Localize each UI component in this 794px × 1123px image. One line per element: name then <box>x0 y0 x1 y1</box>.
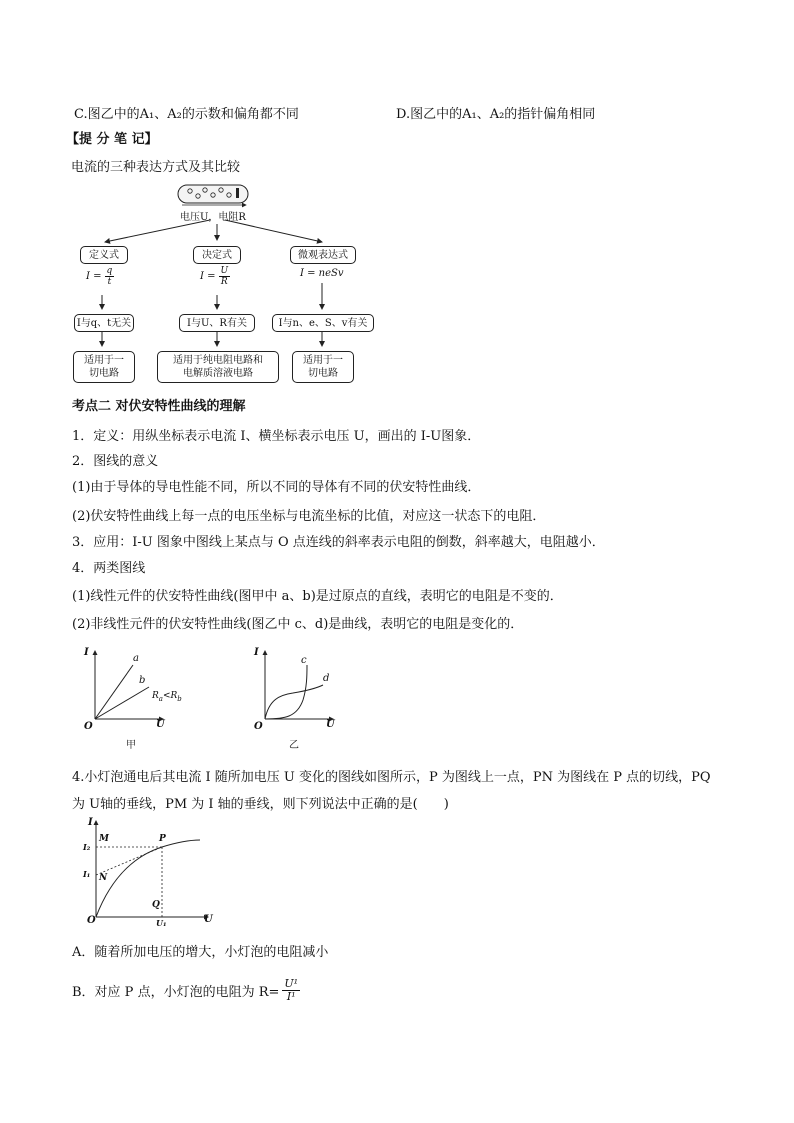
graph-question <box>82 815 222 930</box>
q-label-m: M <box>99 834 109 844</box>
graph-yi-svg <box>245 645 355 755</box>
jia-caption: 甲 <box>126 740 136 751</box>
item-5: 3．应用：I-U 图象中图线上某点与 O 点连线的斜率表示电阻的倒数，斜率越大，电阻越小． <box>72 535 605 550</box>
yi-caption: 乙 <box>289 740 299 751</box>
yi-x-label: U <box>326 719 335 730</box>
jia-rel-r2: R <box>170 691 178 701</box>
jia-origin: O <box>84 721 93 732</box>
option-b-denominator: I¹ <box>286 990 296 1003</box>
def-scope: 适用于一 切电路 <box>73 351 135 383</box>
jia-rel-sub-a: a <box>158 694 163 703</box>
option-c: C.图乙中的A₁、A₂的示数和偏角都不同 <box>74 107 299 122</box>
def-relation: I与q、t无关 <box>74 314 134 332</box>
question-line1: 4.小灯泡通电后其电流 I 随所加电压 U 变化的图线如图所示，P 为图线上一点，PN 为图线在 P 点的切线，PQ <box>72 770 711 785</box>
jia-label-a: a <box>133 653 139 664</box>
det-title: 决定式 <box>193 246 241 264</box>
option-b-numerator: U¹ <box>284 977 299 990</box>
def-fraction <box>105 266 115 287</box>
q-tangent-pn <box>96 847 162 875</box>
q-y-label: I <box>88 817 93 828</box>
def-formula <box>86 266 114 287</box>
jia-x-label: U <box>156 719 165 730</box>
yi-label-d: d <box>323 673 330 684</box>
q-x-label: U <box>204 914 213 925</box>
item-6: 4．两类图线 <box>72 561 146 576</box>
det-relation: I与U、R有关 <box>179 314 255 332</box>
def-title: 定义式 <box>80 246 128 264</box>
question-line2: 为 U轴的垂线，PM 为 I 轴的垂线，则下列说法中正确的是( ) <box>72 797 449 812</box>
q-label-n: N <box>99 873 108 883</box>
q-origin: O <box>87 915 96 926</box>
jia-rel-lt: < <box>162 691 171 701</box>
micro-relation: I与n、e、S、v有关 <box>272 314 374 332</box>
graph-yi <box>245 645 355 755</box>
item-3: (1)由于导体的导电性能不同，所以不同的导体有不同的伏安特性曲线． <box>72 480 481 495</box>
conductor-label: 电压U，电阻R <box>180 212 246 223</box>
det-denominator: R <box>220 277 228 287</box>
jia-line-a <box>95 665 133 719</box>
jia-rel-sub-b: b <box>177 694 182 703</box>
item-8: (2)非线性元件的伏安特性曲线(图乙中 c、d)是曲线，表明它的电阻是变化的． <box>72 617 524 632</box>
def-numerator: q <box>106 266 113 276</box>
item-1: 1．定义：用纵坐标表示电流 I、横坐标表示电压 U，画出的 I-U图象． <box>72 429 481 444</box>
q-curve <box>96 840 200 917</box>
conductor-icon <box>178 185 248 205</box>
def-denominator: t <box>107 277 112 287</box>
item-2: 2．图线的意义 <box>72 454 159 469</box>
jia-relation <box>152 691 182 703</box>
current-expression-diagram <box>60 180 390 390</box>
q-label-u1: U₁ <box>156 918 167 928</box>
flow-title: 电流的三种表达方式及其比较 <box>71 160 241 175</box>
q-label-q: Q <box>152 900 160 910</box>
notes-heading: 【提 分 笔 记】 <box>66 132 158 147</box>
jia-label-b: b <box>139 675 146 686</box>
option-a: A．随着所加电压的增大，小灯泡的电阻减小 <box>72 945 329 960</box>
q-label-i1: I₁ <box>83 869 91 879</box>
option-d: D.图乙中的A₁、A₂的指针偏角相同 <box>396 107 596 122</box>
yi-y-label: I <box>254 647 259 658</box>
det-fraction <box>219 266 231 287</box>
yi-origin: O <box>254 721 263 732</box>
graph-jia <box>75 645 185 755</box>
det-scope: 适用于纯电阻电路和 电解质溶液电路 <box>157 351 279 383</box>
micro-formula: I = neSv <box>300 268 344 279</box>
item-7: (1)线性元件的伏安特性曲线(图甲中 a、b)是过原点的直线，表明它的电阻是不变的． <box>72 589 563 604</box>
option-b <box>72 978 300 1003</box>
section2-title: 考点二 对伏安特性曲线的理解 <box>72 399 246 414</box>
det-formula-lhs: I = <box>200 271 216 282</box>
option-b-fraction <box>282 978 300 1003</box>
def-formula-lhs: I = <box>86 271 102 282</box>
jia-y-label: I <box>84 647 89 658</box>
jia-line-b <box>95 687 149 719</box>
det-formula <box>200 266 230 287</box>
micro-title: 微观表达式 <box>290 246 356 264</box>
det-numerator: U <box>220 266 229 276</box>
item-4: (2)伏安特性曲线上每一点的电压坐标与电流坐标的比值，对应这一状态下的电阻． <box>72 509 546 524</box>
option-b-prefix: B．对应 P 点，小灯泡的电阻为 R= <box>72 985 280 1000</box>
q-label-p: P <box>159 834 166 844</box>
q-label-i2: I₂ <box>83 842 91 852</box>
micro-scope: 适用于一 切电路 <box>292 351 354 383</box>
jia-rel-r1: R <box>152 691 159 701</box>
yi-curve-d <box>265 685 323 719</box>
yi-label-c: c <box>301 655 307 666</box>
